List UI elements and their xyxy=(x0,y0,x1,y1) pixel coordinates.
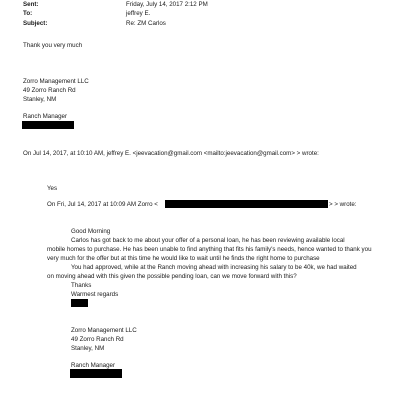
quote2-line: You had approved, while at the Ranch moving ahead with increasing his salary to be 40k, we had waited xyxy=(71,264,357,271)
quote2-thanks: Thanks xyxy=(71,282,92,289)
signature-city: Stanley, NM xyxy=(71,345,105,352)
redaction-box xyxy=(22,121,74,129)
sent-value: Friday, July 14, 2017 2:12 PM xyxy=(126,1,208,8)
subject-value: Re: ZM Carlos xyxy=(126,20,166,27)
quote1-attribution: On Jul 14, 2017, at 10:10 AM, jeffrey E. <jeevacation@gmail.com <mailto:jeevacation@gmail.com> > wrote: xyxy=(23,150,319,157)
signature-city: Stanley, NM xyxy=(23,96,57,103)
reply-body: Thank you very much xyxy=(23,42,83,49)
to-value: jeffrey E. xyxy=(126,10,151,17)
quote2-line: mobile homes to purchase. He has been unable to find anything that fits his family's needs, hence wanted to thank you xyxy=(47,246,372,253)
subject-label: Subject: xyxy=(23,20,48,27)
redaction-box xyxy=(71,299,88,307)
quote2-line: on moving ahead with this given the possible pending loan, can we move forward with this? xyxy=(47,273,297,280)
redaction-box xyxy=(165,200,328,208)
quote2-attribution-prefix: On Fri, Jul 14, 2017 at 10:09 AM Zorro < xyxy=(47,201,158,208)
quote2-attribution-suffix: > > wrote: xyxy=(329,201,357,208)
quote2-regards: Warmest regards xyxy=(71,291,119,298)
signature-company: Zorro Management LLC xyxy=(23,78,89,85)
sent-label: Sent: xyxy=(23,1,39,8)
quote2-greeting: Good Morning xyxy=(71,228,111,235)
signature-address: 49 Zorro Ranch Rd xyxy=(23,87,76,94)
to-label: To: xyxy=(23,10,33,17)
quote2-line: very much for the offer but at this time he would like to wait until he finds the right home to purchase xyxy=(47,255,320,262)
signature-title: Ranch Manager xyxy=(23,113,68,120)
redaction-box xyxy=(70,369,122,378)
quote1-body: Yes xyxy=(47,185,58,192)
quote2-line: Carlos has got back to me about your offer of a personal loan, he has been reviewing available local xyxy=(71,237,345,244)
signature-company: Zorro Management LLC xyxy=(71,327,137,334)
signature-address: 49 Zorro Ranch Rd xyxy=(71,336,124,343)
signature-title: Ranch Manager xyxy=(71,362,116,369)
